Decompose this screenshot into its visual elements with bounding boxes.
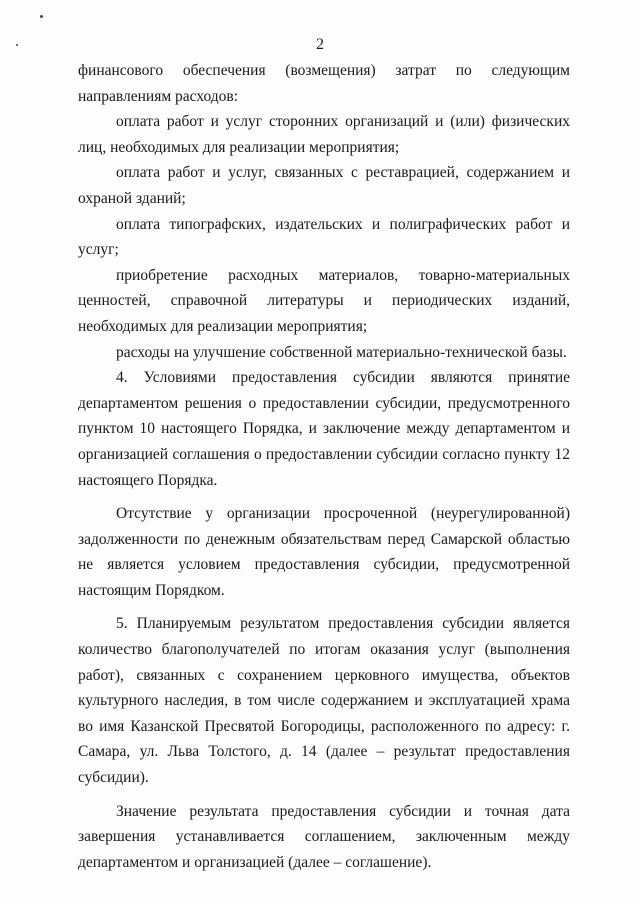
paragraph: 4. Условиями предоставления субсидии являются принятие департаментом решения о предоставлении субсидии, предусмотренного пунктом 10 настоящего Порядка, и заключение между департаментом и организацией соглашения о предоставлении субсидии согласно пункту 12 настоящего Порядка. xyxy=(78,369,570,489)
scan-speck xyxy=(40,15,43,18)
paragraph: оплата работ и услуг, связанных с реставрацией, содержанием и охраной зданий; xyxy=(78,164,570,207)
paragraph: оплата типографских, издательских и полиграфических работ и услуг; xyxy=(78,215,570,259)
paragraph: оплата работ и услуг сторонних организаций и (или) физических лиц, необходимых для реализации мероприятия; xyxy=(78,113,570,156)
document-body xyxy=(78,58,570,875)
paragraph: расходы на улучшение собственной материально-технической базы. xyxy=(116,343,567,361)
paragraph: финансового обеспечения (возмещения) затрат по следующим направлениям расходов: xyxy=(78,62,570,105)
paragraph: Отсутствие у организации просроченной (неурегулированной) задолженности по денежным обязательствам перед Самарской областью не является условием предоставления субсидии, предусмотренной настоящим Порядком. xyxy=(78,505,570,599)
paragraph: Значение результата предоставления субсидии и точная дата завершения устанавливается соглашением, заключенным между департаментом и организацией (далее – соглашение). xyxy=(78,802,570,871)
paragraph: приобретение расходных материалов, товарно-материальных ценностей, справочной литературы и периодических изданий, необходимых для реализации мероприятия; xyxy=(78,266,570,335)
page-number: 2 xyxy=(316,36,324,53)
paragraph: 5. Планируемым результатом предоставления субсидии является количество благополучателей по итогам оказания услуг (выполнения работ), связанных с сохранением церковного имущества, объектов культурного наследия, в том числе содержанием и эксплуатацией храма во имя Казанской Пресвятой Богородицы, расположенного по адресу: г. Самара, ул. Льва Толстого, д. 14 (далее – результат предоставления субсидии). xyxy=(78,615,570,787)
